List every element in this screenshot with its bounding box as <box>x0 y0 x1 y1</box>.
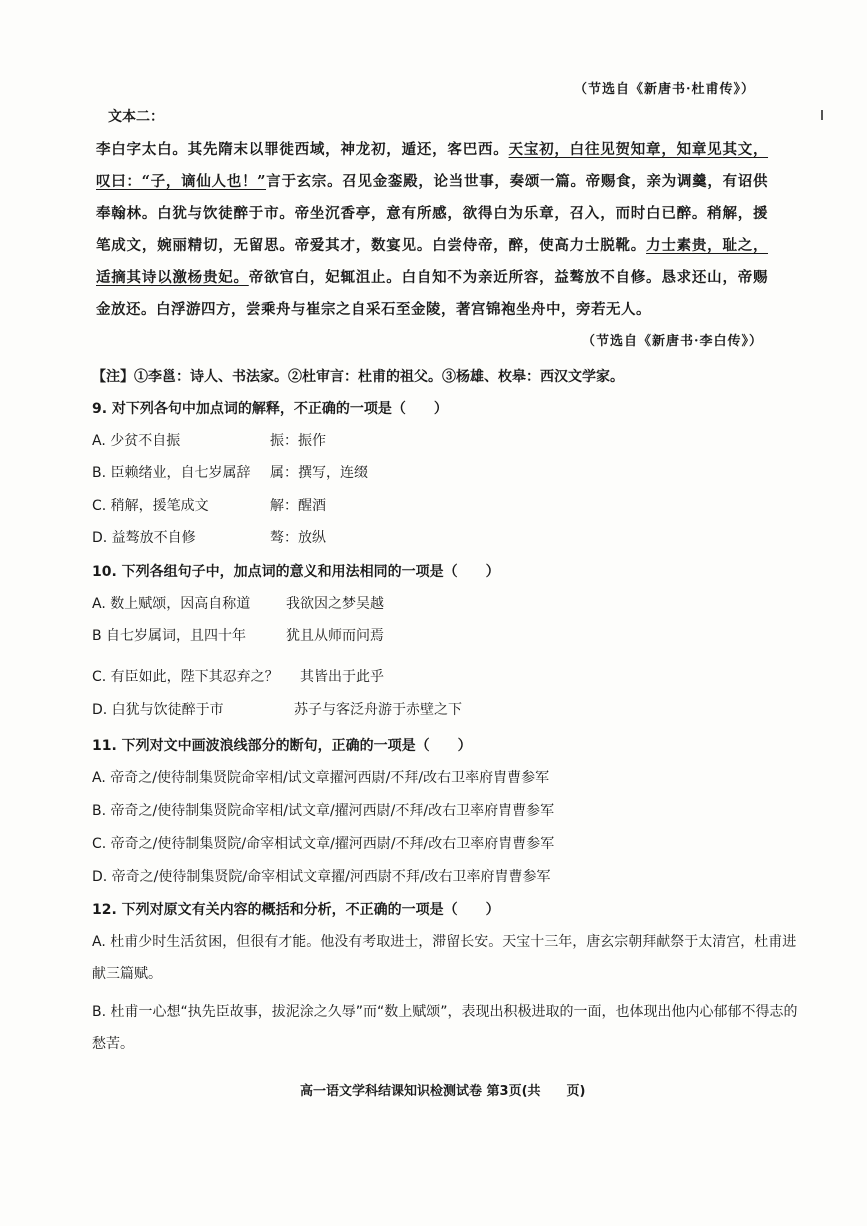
passage-underlined-1: 天宝初，白往见贺知章，知章见其文，叹曰：“子，谪仙人也！” <box>96 141 769 190</box>
q11-option-b: B. 帝奇之/使待制集贤院命宰相/试文章/擢河西尉/不拜/改右卫率府胄曹参军 <box>92 803 555 819</box>
question-10-stem: 10. 下列各组句子中，加点词的意义和用法相同的一项是（ ） <box>92 564 500 580</box>
q10-option-d-compare: 苏子与客泛舟游于赤壁之下 <box>294 702 462 718</box>
q9-option-c: C. 稍解，援笔成文 <box>92 498 209 514</box>
page-footer: 高一语文学科结课知识检测试卷 第3页(共 页) <box>300 1084 586 1099</box>
q10-option-b: B 自七岁属词，且四十年 <box>92 628 247 644</box>
q12-option-a: A. 杜甫少时生活贫困，但很有才能。他没有考取进士，滞留长安。天宝十三年，唐玄宗朝拜献祭于太清宫，杜甫进献三篇赋。 <box>92 934 797 982</box>
passage-part-3: 帝欲官白，妃辄沮止。白自知不为亲近所容，益骜放不自修。恳求还山，帝赐金放还。白浮游四方，尝乘舟与崔宗之自采石至金陵，著宫锦袍坐舟中，旁若无人。 <box>96 269 769 318</box>
question-9-stem: 9. 对下列各句中加点词的解释，不正确的一项是（ ） <box>92 401 448 417</box>
q9-option-d: D. 益骜放不自修 <box>92 530 196 546</box>
q10-option-d: D. 白犹与饮徒醉于市 <box>92 702 224 718</box>
q9-option-b: B. 臣赖绪业，自七岁属辞 <box>92 465 251 481</box>
q10-option-c: C. 有臣如此，陛下其忍弃之？ <box>92 669 279 685</box>
passage-part-1: 李白字太白。其先隋末以罪徙西域，神龙初，遁还，客巴西。 <box>96 141 509 158</box>
q11-option-d: D. 帝奇之/使待制集贤院/命宰相试文章擢/河西尉不拜/改右卫率府胄曹参军 <box>92 869 551 885</box>
q11-option-a: A. 帝奇之/使待制集贤院命宰相/试文章擢河西尉/不拜/改右卫率府胄曹参军 <box>92 770 550 786</box>
q10-option-a: A. 数上赋颂，因高自称道 <box>92 596 251 612</box>
passage-part-2: 言于玄宗。召见金銮殿，论当世事，奏颂一篇。帝赐食，亲为调羹，有诏供奉翰林。白犹与饮徒醉于市。帝坐沉香亭，意有所感，欲得白为乐章，召入，而时白已醉。稍解，援笔成文，婉丽精切，无留思。帝爱其才，数宴见。白尝侍帝，醉，使高力士脱靴。 <box>96 173 768 254</box>
passage-underlined-2: 力士素贵，耻之，适摘其诗以激杨贵妃。 <box>96 237 768 286</box>
source-citation-du-fu: （节选自《新唐书·杜甫传》） <box>573 82 755 97</box>
q10-option-c-compare: 其皆出于此乎 <box>300 669 384 685</box>
q9-option-b-gloss: 属：撰写，连缀 <box>270 465 368 481</box>
passage-li-bai <box>96 134 768 326</box>
q12-option-b: B. 杜甫一心想“执先臣故事，拔泥涂之久辱”而“数上赋颂”，表现出积极进取的一面，也体现出他内心郁郁不得志的愁苦。 <box>92 1004 798 1052</box>
q10-option-b-compare: 犹且从师而问焉 <box>286 628 384 644</box>
question-11-stem: 11. 下列对文中画波浪线部分的断句，正确的一项是（ ） <box>92 738 472 754</box>
q11-option-c: C. 帝奇之/使待制集贤院/命宰相试文章/擢河西尉/不拜/改右卫率府胄曹参军 <box>92 836 555 852</box>
question-12-stem: 12. 下列对原文有关内容的概括和分析，不正确的一项是（ ） <box>92 902 500 918</box>
source-citation-li-bai: （节选自《新唐书·李白传》） <box>581 334 763 349</box>
q10-option-a-compare: 我欲因之梦吴越 <box>286 596 384 612</box>
q9-option-d-gloss: 骜：放纵 <box>270 530 326 546</box>
scan-mark <box>821 110 823 120</box>
annotation-note: 【注】①李邕：诗人、书法家。②杜审言：杜甫的祖父。③杨雄、枚皋：西汉文学家。 <box>92 369 624 385</box>
q9-option-c-gloss: 解：醒酒 <box>270 498 326 514</box>
q9-option-a: A. 少贫不自振 <box>92 433 181 449</box>
text2-label: 文本二： <box>108 109 164 125</box>
q9-option-a-gloss: 振：振作 <box>270 433 326 449</box>
